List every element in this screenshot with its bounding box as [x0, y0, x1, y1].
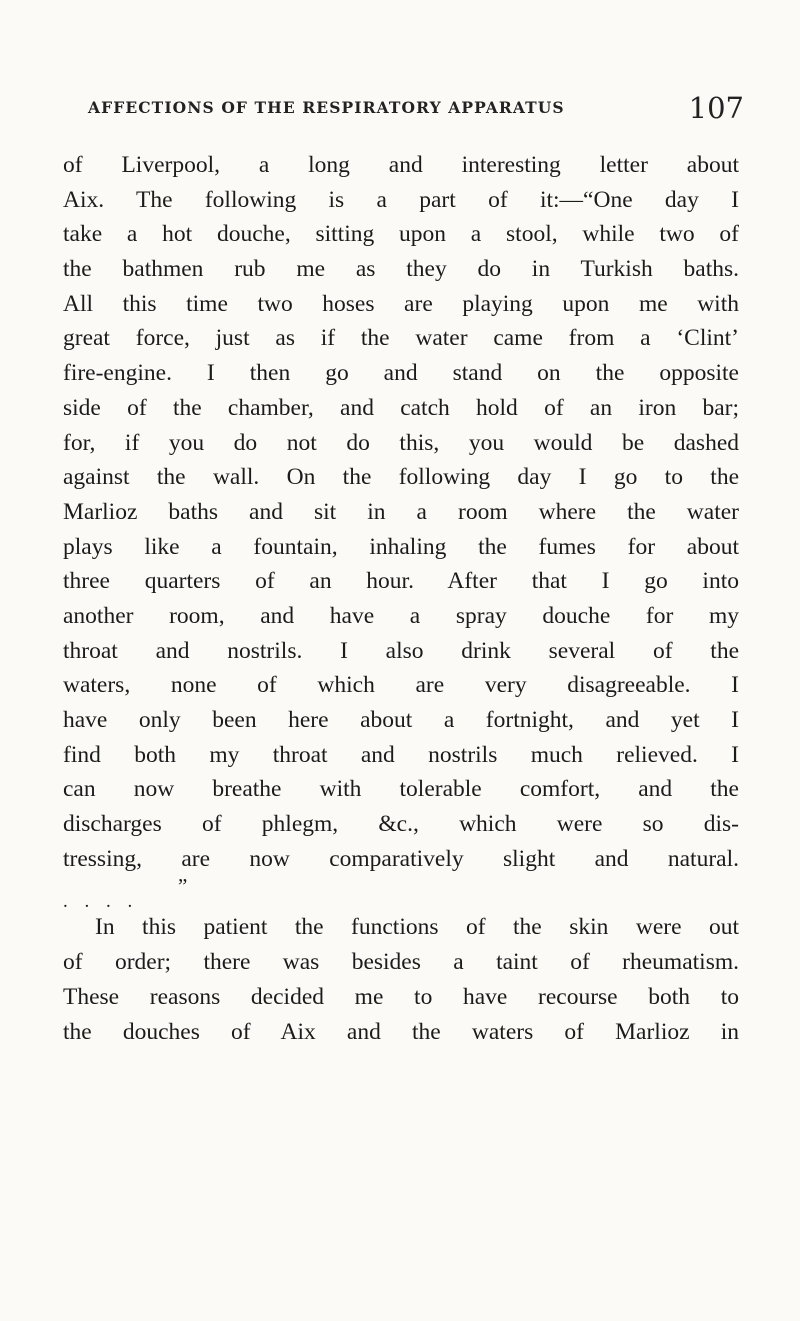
text-line: waters, none of which are very disagreeable. I — [63, 672, 739, 699]
text-line: find both my throat and nostrils much relieved. I — [63, 741, 739, 768]
text-line: three quarters of an hour. After that I go into — [63, 568, 739, 595]
text-line: for, if you do not do this, you would be dashed — [63, 429, 739, 456]
text-line: side of the chamber, and catch hold of an iron bar; — [63, 394, 739, 421]
text-line: of order; there was besides a taint of rheumatism. — [63, 949, 739, 976]
text-line: These reasons decided me to have recourse both to — [63, 983, 739, 1010]
running-head: AFFECTIONS OF THE RESPIRATORY APPARATUS — [88, 98, 565, 117]
ellipsis-dots: . . . . — [63, 891, 139, 913]
text-line: plays like a fountain, inhaling the fumes for about — [63, 533, 739, 560]
text-line: Aix. The following is a part of it:—“One day I — [63, 186, 739, 213]
text-line: All this time two hoses are playing upon me with — [63, 290, 739, 317]
text-line: against the wall. On the following day I go to the — [63, 464, 739, 491]
text-line: discharges of phlegm, &c., which were so dis- — [63, 811, 739, 838]
page-header — [88, 92, 744, 132]
text-line: Marlioz baths and sit in a room where the water — [63, 498, 739, 525]
closing-quote-mark: ” — [178, 874, 188, 899]
text-line: great force, just as if the water came from a ‘Clint’ — [63, 325, 739, 352]
text-line: can now breathe with tolerable comfort, and the — [63, 776, 739, 803]
paragraph-1 — [63, 148, 739, 876]
text-line: the douches of Aix and the waters of Marlioz in — [63, 1018, 739, 1045]
text-line: have only been here about a fortnight, and yet I — [63, 707, 739, 733]
text-line: fire-engine. I then go and stand on the opposite — [63, 360, 739, 387]
text-line: take a hot douche, sitting upon a stool, while two of — [63, 221, 739, 248]
body-text — [63, 148, 739, 1049]
text-line: the bathmen rub me as they do in Turkish baths. — [63, 256, 739, 283]
text-line: In this patient the functions of the skin were out — [95, 914, 739, 941]
text-line: throat and nostrils. I also drink several of the — [63, 637, 739, 664]
text-line: tressing, are now comparatively slight and natural. — [63, 845, 739, 872]
quote-ellipsis — [63, 874, 739, 913]
paragraph-2 — [63, 910, 739, 1049]
text-line: of Liverpool, a long and interesting letter about — [63, 152, 739, 178]
page-number: 107 — [688, 91, 744, 125]
text-line: another room, and have a spray douche for my — [63, 602, 739, 629]
